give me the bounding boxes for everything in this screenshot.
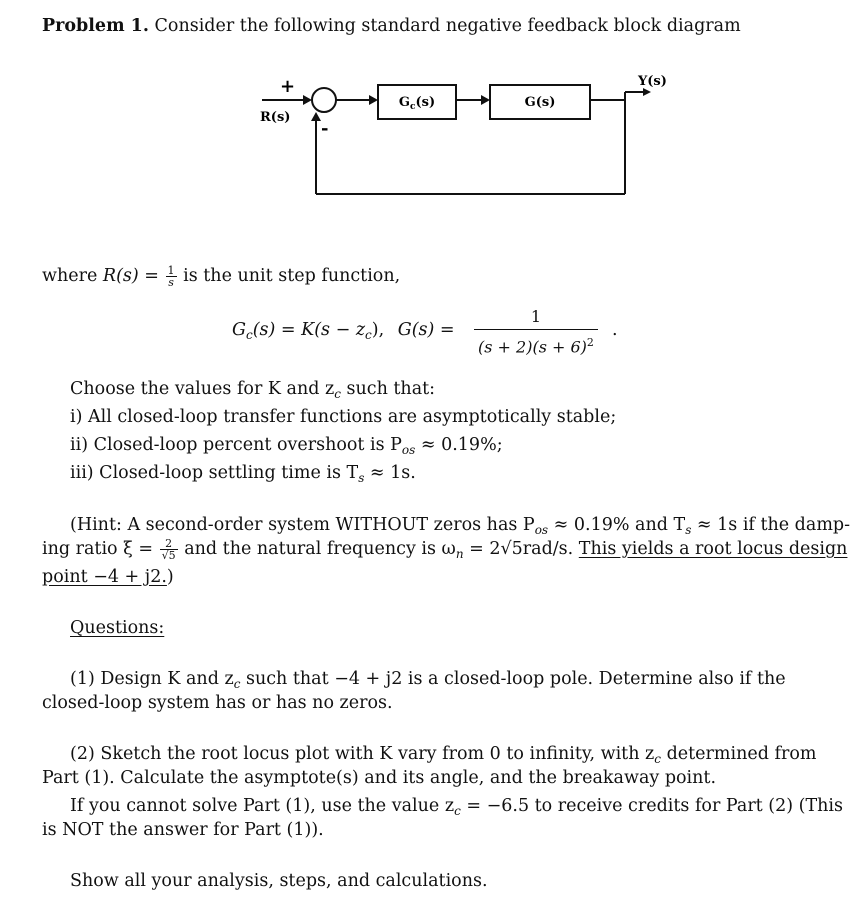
where-line: where R(s) = $\frac{1}{s}$ is the unit step function, <box>42 264 401 289</box>
requirements-intro: Choose the values for K and $z_c$ such that: <box>70 379 436 401</box>
requirement-3: iii) Closed-loop settling time is $T_s \approx 1s$. <box>70 463 416 485</box>
feedback-arrowhead <box>311 112 321 121</box>
plant-block-label: G(s) <box>524 95 556 110</box>
controller-block-label: $G_c(s)$ <box>398 95 436 112</box>
problem-intro: Consider the following standard negative feedback block diagram <box>154 16 741 36</box>
where-fraction: $\frac{1}{s}$ <box>167 264 175 289</box>
block-diagram <box>250 72 680 202</box>
summing-junction <box>312 88 336 112</box>
problem-header <box>42 14 741 38</box>
equation-numerator: 1 <box>530 307 542 326</box>
question-2-line-1: (2) Sketch the root locus plot with K vary from 0 to infinity, with $z_c$ determined from <box>70 744 817 766</box>
plant-arrowhead <box>481 95 490 105</box>
output-label: Y(s) <box>638 74 667 89</box>
question-2-line-4: is NOT the answer for Part (1)). <box>42 820 324 840</box>
hint-line-3: point −4 + j2.) <box>42 567 174 587</box>
hint-line-2: ing ratio ξ = $\frac{2}{√5}$ and the natural frequency is $\omega_n = 2√5rad/s$. This yields a root locus design <box>42 537 848 562</box>
equation-tail: . <box>612 320 618 340</box>
question-1-line-2: closed-loop system has or has no zeros. <box>42 693 393 713</box>
controller-arrowhead <box>369 95 378 105</box>
minus-sign: - <box>321 118 329 139</box>
output-arrowhead <box>643 88 651 96</box>
damping-fraction: $\frac{2}{√5}$ <box>161 537 176 562</box>
design-point-text: This yields a root locus design <box>578 539 848 559</box>
question-2-line-2: Part (1). Calculate the asymptote(s) and its angle, and the breakaway point. <box>42 768 717 788</box>
problem-label: Problem 1. <box>42 16 149 36</box>
equation-gc: $G_c(s) = K(s - z_c)$, G(s) = <box>232 320 455 342</box>
requirement-1: i) All closed-loop transfer functions are asymptotically stable; <box>70 407 617 427</box>
closing-instruction: Show all your analysis, steps, and calculations. <box>70 871 488 891</box>
requirement-2: ii) Closed-loop percent overshoot is $P_{os} \approx 0.19\%$; <box>70 435 503 457</box>
equation-fraction <box>474 305 598 358</box>
questions-heading: Questions: <box>70 618 165 638</box>
plus-sign: + <box>280 76 296 97</box>
question-1-line-1: (1) Design K and $z_c$ such that −4 + j2 is a closed-loop pole. Determine also if the <box>70 669 786 691</box>
hint-line-1: (Hint: A second-order system WITHOUT zeros has $P_{os} \approx 0.19\%$ and $T_s \approx 1s$ if the damp- <box>70 515 851 537</box>
input-label: R(s) <box>260 110 291 125</box>
question-2-line-3: If you cannot solve Part (1), use the value $z_c = -6.5$ to receive credits for Part (2) (This <box>70 796 843 818</box>
equation-denominator: $(s + 2)(s + 6)^2$ <box>474 329 598 358</box>
input-arrowhead <box>303 95 312 105</box>
